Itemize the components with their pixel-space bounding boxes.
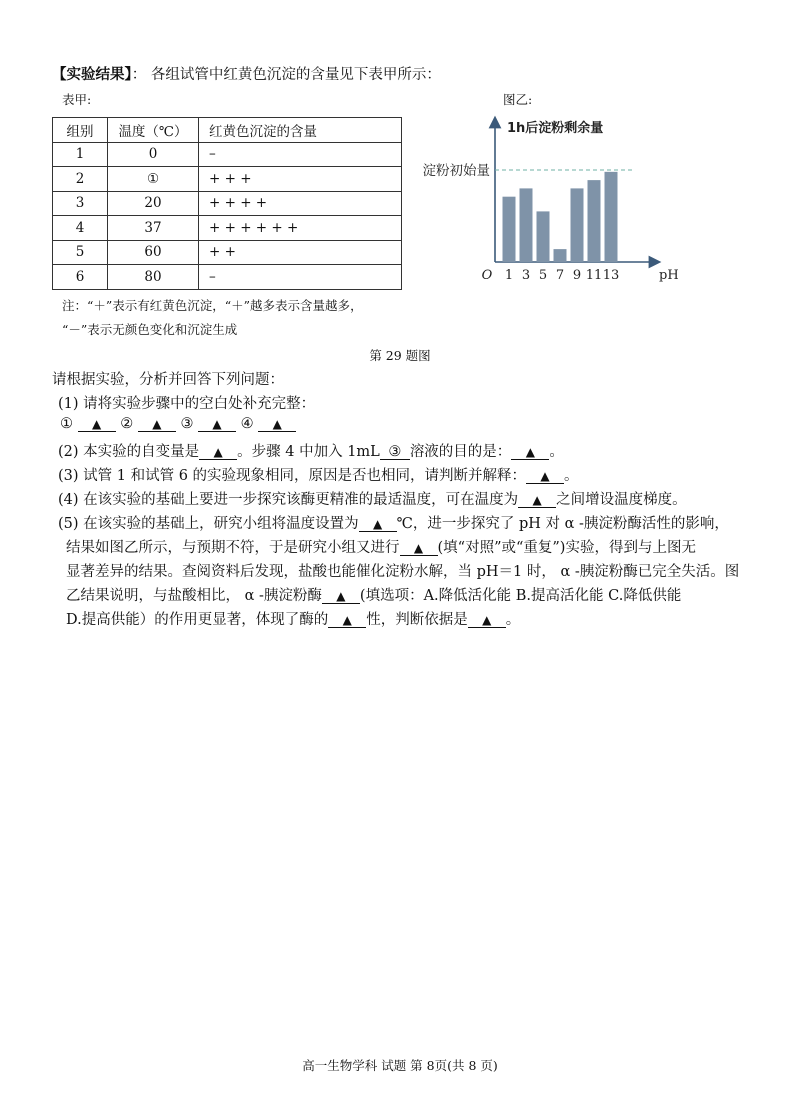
question-2-part4: 溶液的目的是： — [409, 444, 512, 460]
cell-group: 1 — [53, 142, 108, 167]
question-3 — [58, 464, 579, 485]
blank-label-1: ① — [60, 416, 73, 432]
cell-precipitate: + + + — [199, 167, 402, 192]
underlined-reagent-3: ③ — [380, 445, 410, 460]
answer-blank[interactable] — [328, 613, 366, 628]
intro-text: 请根据实验，分析并回答下列问题： — [52, 372, 284, 388]
x-tick-label: 5 — [538, 268, 548, 282]
triangle-icon: ▲ — [532, 493, 542, 507]
question-5-text: (填“对照”或“重复”)实验，得到与上图无 — [437, 540, 696, 556]
cell-group: 5 — [53, 240, 108, 265]
question-5-line4 — [66, 584, 681, 605]
bar — [537, 211, 550, 262]
table-note-line1: 注：“＋”表示有红黄色沉淀，“＋”越多表示含量越多， — [62, 298, 363, 313]
table-row — [53, 216, 402, 241]
results-table — [52, 117, 402, 290]
bar — [571, 188, 584, 262]
cell-group: 4 — [53, 216, 108, 241]
cell-group: 2 — [53, 167, 108, 192]
question-5-line1 — [58, 512, 729, 533]
cell-temperature: 20 — [108, 191, 199, 216]
answer-blank[interactable] — [199, 445, 237, 460]
cell-temperature: 80 — [108, 265, 199, 290]
table-caption: 表甲: — [62, 92, 92, 107]
y-axis-label: 1h后淀粉剩余量 — [507, 121, 604, 136]
question-5-text: D.提高供能）的作用更显著，体现了酶的 — [66, 612, 329, 628]
question-3-part1: (3) 试管 1 和试管 6 的实验现象相同，原因是否也相同，请判断并解释： — [58, 468, 527, 484]
answer-blank[interactable] — [511, 445, 549, 460]
question-1-blanks — [60, 416, 296, 432]
question-2-part1: (2) 本实验的自变量是 — [58, 444, 200, 460]
blank-label-4: ④ — [240, 416, 254, 432]
header-group: 组别 — [53, 118, 108, 143]
cell-group: 6 — [53, 265, 108, 290]
question-4-part1: (4) 在该实验的基础上要进一步探究该酶更精准的最适温度，可在温度为 — [58, 492, 519, 508]
cell-precipitate: + + + + — [199, 191, 402, 216]
question-5-options: (填选项：A.降低活化能 B.提高活化能 C.降低供能 — [359, 588, 682, 604]
question-2-part2: 。步骤 4 中加入 1mL — [237, 444, 380, 460]
answer-blank[interactable] — [400, 541, 438, 556]
table-note-line2: “－”表示无颜色变化和沉淀生成 — [62, 322, 238, 337]
triangle-icon: ▲ — [482, 613, 492, 627]
figure-caption: 第 29 题图 — [369, 348, 431, 363]
answer-blank[interactable] — [526, 469, 564, 484]
origin-label: O — [481, 268, 493, 282]
x-tick-label: 9 — [572, 268, 582, 282]
question-4 — [58, 488, 687, 509]
blank-label-2: ② — [120, 416, 134, 432]
table-row — [53, 167, 402, 192]
question-5-text: 结果如图乙所示，与预期不符，于是研究小组又进行 — [66, 540, 400, 556]
ph-bar-chart — [405, 112, 695, 282]
answer-blank[interactable] — [359, 517, 397, 532]
answer-blank-1[interactable] — [78, 417, 116, 432]
triangle-icon: ▲ — [336, 589, 346, 603]
bar — [520, 188, 533, 262]
table-row — [53, 191, 402, 216]
x-tick-label: 7 — [555, 268, 565, 282]
question-5-text: (5) 在该实验的基础上，研究小组将温度设置为 — [58, 516, 359, 532]
cell-temperature: 37 — [108, 216, 199, 241]
triangle-icon: ▲ — [91, 417, 102, 431]
bar — [605, 172, 618, 262]
table-row — [53, 142, 402, 167]
question-5-line2 — [66, 536, 696, 557]
cell-temperature: 60 — [108, 240, 199, 265]
question-5-line5 — [66, 608, 520, 629]
table-header-row — [53, 118, 402, 143]
triangle-icon: ▲ — [212, 417, 222, 431]
question-3-part2: 。 — [564, 468, 579, 484]
question-1-text: (1) 请将实验步骤中的空白处补充完整： — [58, 396, 316, 412]
answer-blank-3[interactable] — [198, 417, 236, 432]
triangle-icon: ▲ — [272, 417, 282, 431]
cell-precipitate: + + — [199, 240, 402, 265]
question-2 — [58, 440, 564, 461]
x-tick-label: 3 — [521, 268, 531, 282]
answer-blank[interactable] — [322, 589, 360, 604]
question-5-text: ℃，进一步探究了 pH 对 α -胰淀粉酶活性的影响， — [396, 516, 729, 532]
table-row — [53, 240, 402, 265]
results-label: 【实验结果】 — [52, 67, 132, 83]
x-axis-label: pH — [659, 268, 679, 282]
triangle-icon: ▲ — [413, 541, 424, 555]
triangle-icon: ▲ — [525, 445, 535, 459]
triangle-icon: ▲ — [213, 445, 223, 459]
answer-blank-2[interactable] — [138, 417, 176, 432]
chart-caption: 图乙: — [503, 92, 533, 107]
cell-precipitate: + + + + + + — [199, 216, 402, 241]
question-2-part5: 。 — [549, 444, 564, 460]
answer-blank-4[interactable] — [258, 417, 296, 432]
question-5-text: 。 — [505, 612, 521, 628]
blank-label-3: ③ — [180, 416, 194, 432]
question-4-part2: 之间增设温度梯度。 — [556, 492, 687, 508]
question-5-text: 乙结果说明，与盐酸相比， α -胰淀粉酶 — [66, 588, 322, 604]
header-temperature: 温度（℃） — [108, 118, 199, 143]
header-precipitate: 红黄色沉淀的含量 — [199, 118, 402, 143]
answer-blank[interactable] — [468, 613, 506, 628]
cell-temperature: ① — [108, 167, 199, 192]
triangle-icon: ▲ — [152, 417, 162, 431]
table-row — [53, 265, 402, 290]
results-text: ： 各组试管中红黄色沉淀的含量见下表甲所示： — [131, 67, 441, 83]
cell-group: 3 — [53, 191, 108, 216]
page-footer: 高一生物学科 试题 第 8页(共 8 页) — [302, 1058, 498, 1073]
bar — [588, 180, 601, 262]
cell-temperature: 0 — [108, 142, 199, 167]
triangle-icon: ▲ — [342, 613, 352, 627]
answer-blank[interactable] — [518, 493, 556, 508]
cell-precipitate: – — [199, 265, 402, 290]
triangle-icon: ▲ — [373, 517, 383, 531]
triangle-icon: ▲ — [540, 469, 550, 483]
x-tick-label: 11 — [585, 268, 603, 282]
reference-label: 淀粉初始量 — [422, 163, 490, 179]
x-tick-label: 13 — [602, 268, 620, 282]
question-5-line3: 显著差异的结果。查阅资料后发现，盐酸也能催化淀粉水解，当 pH＝1 时， α -胰淀粉酶已完全失活。图 — [66, 564, 740, 580]
results-heading — [52, 63, 441, 84]
x-tick-label: 1 — [504, 268, 514, 282]
bar — [503, 197, 516, 262]
bar — [554, 249, 567, 262]
question-5-text: 性，判断依据是 — [366, 612, 468, 628]
cell-precipitate: – — [199, 142, 402, 167]
